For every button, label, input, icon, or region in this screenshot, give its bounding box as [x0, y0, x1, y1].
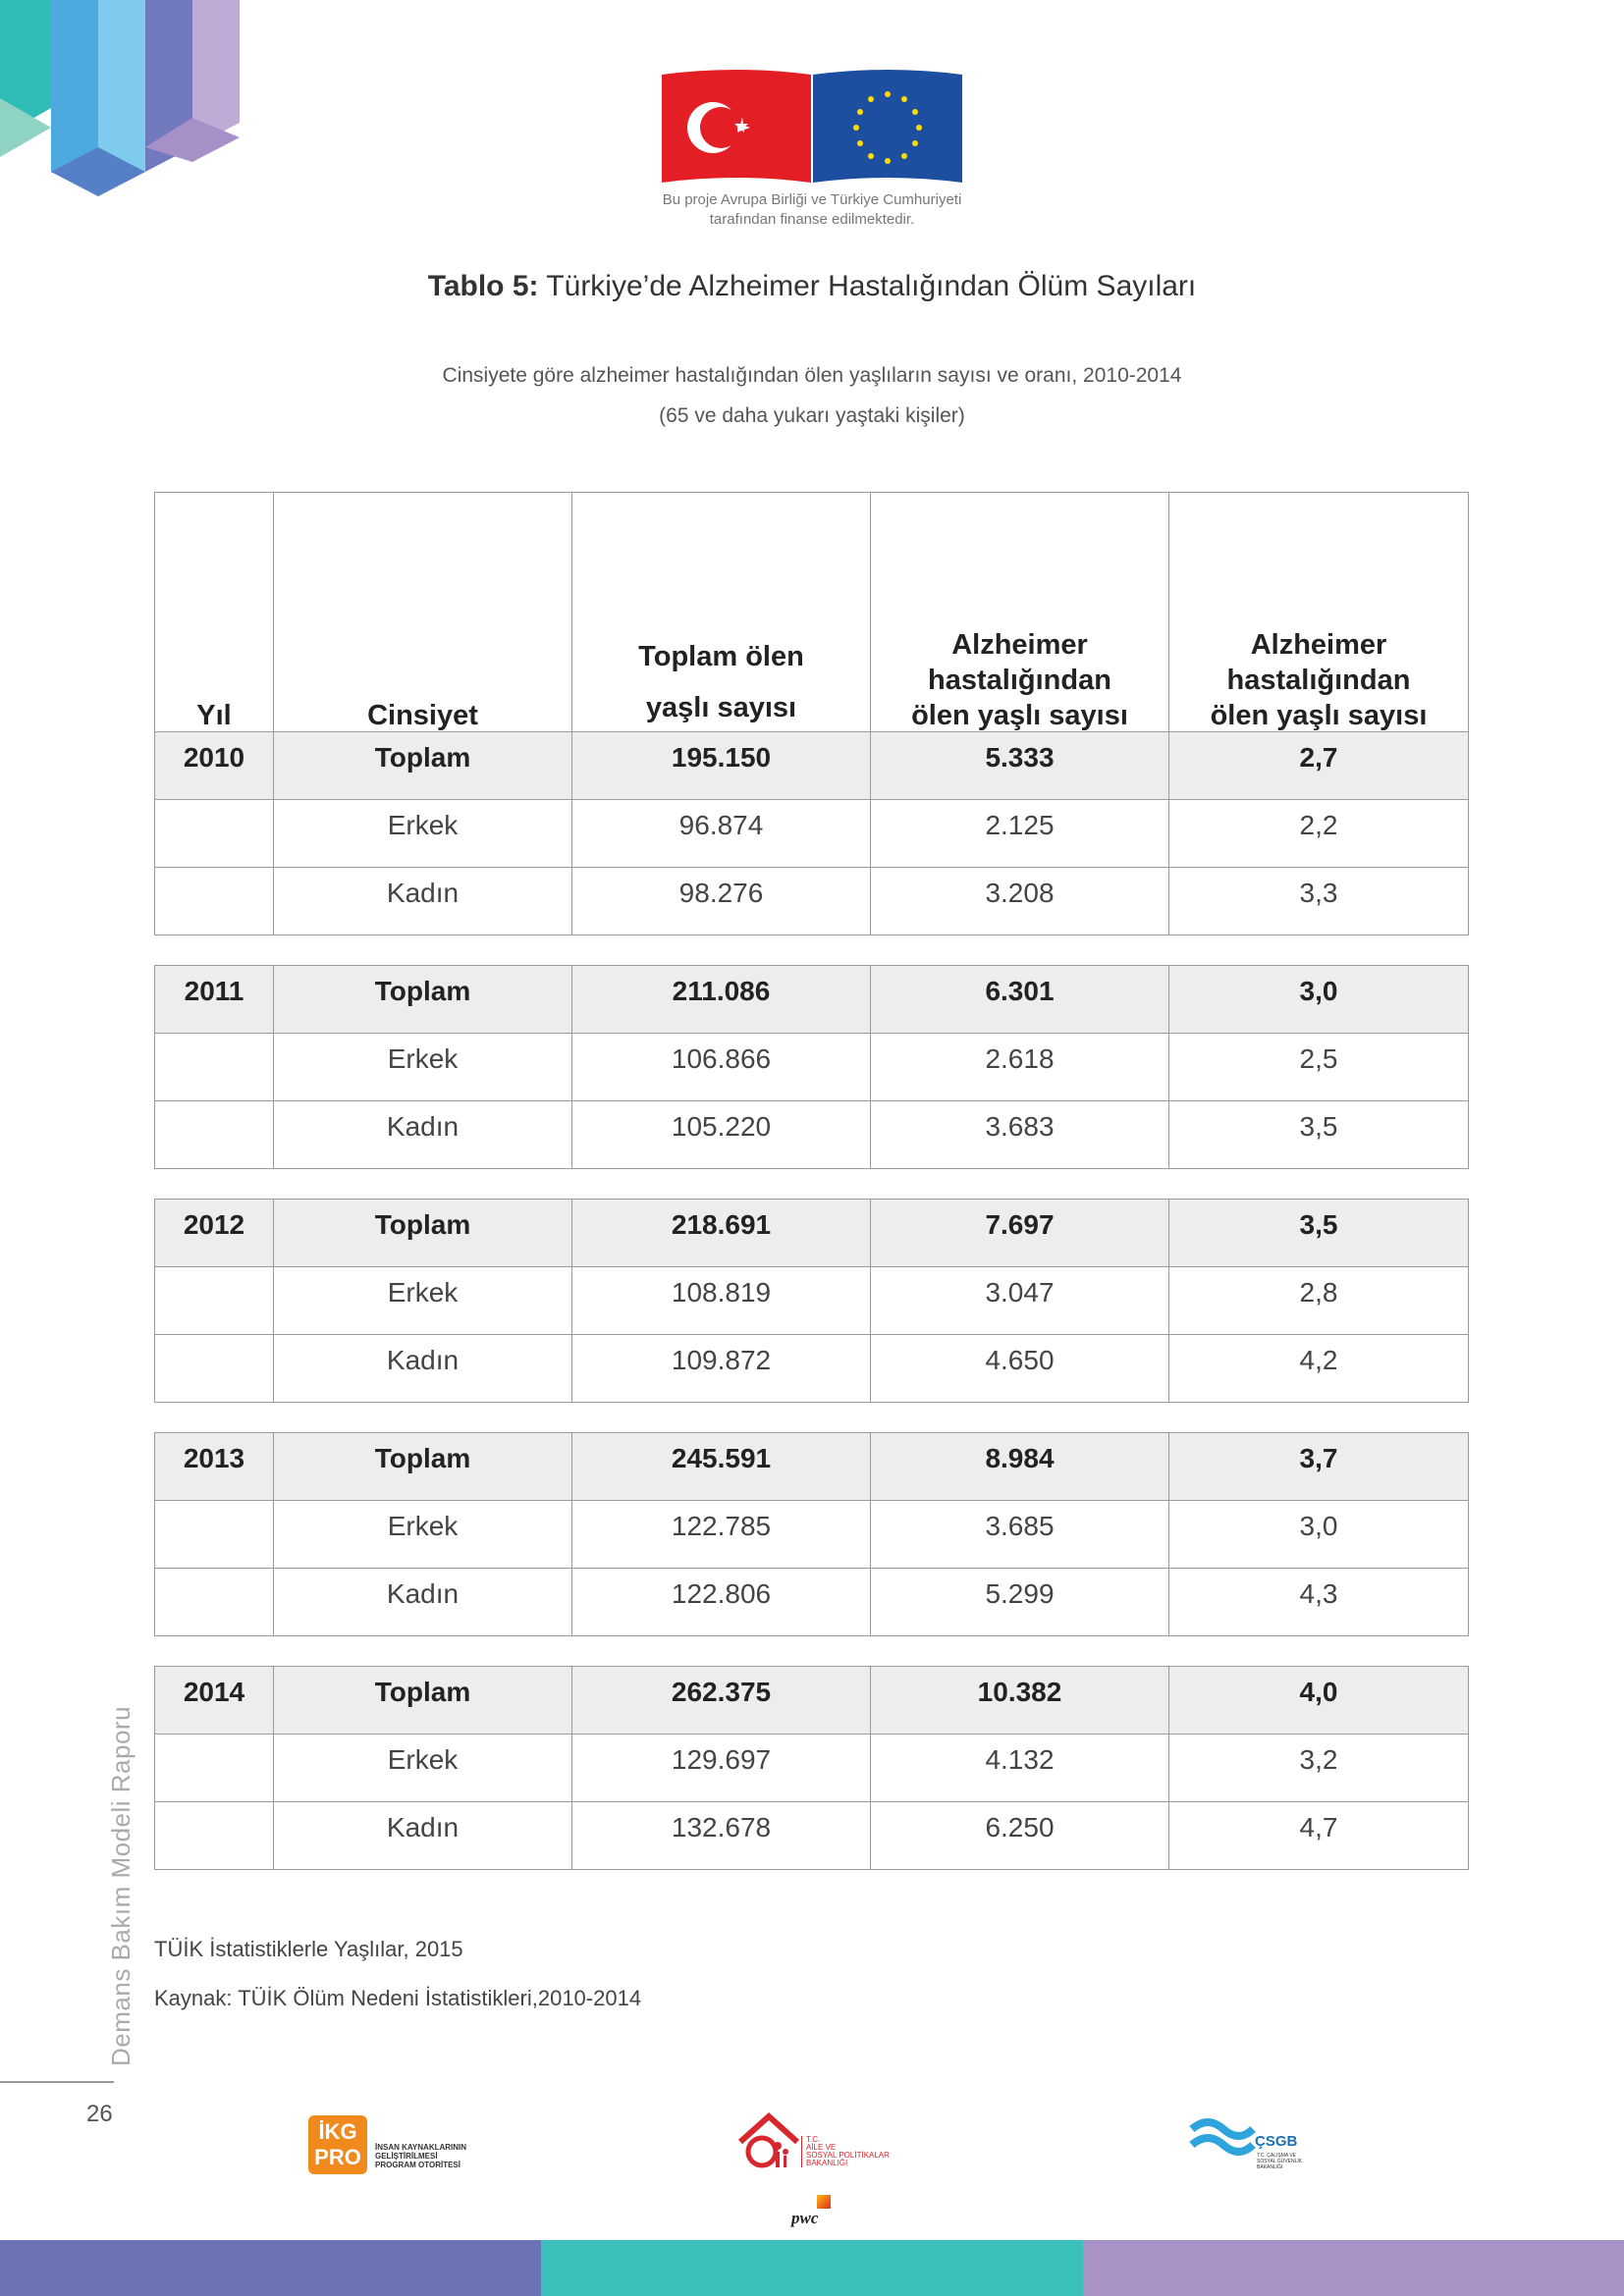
- cell-alz-rate: 3,2: [1169, 1735, 1469, 1802]
- cell-total-deaths: 245.591: [572, 1433, 871, 1501]
- bar-segment: [0, 2240, 541, 2296]
- cell-alz-deaths: 2.125: [871, 800, 1169, 868]
- ikg-mark-top: İKG: [318, 2119, 357, 2144]
- table-row-total: [155, 1433, 1469, 1501]
- table-row: [155, 1101, 1469, 1169]
- cell-gender: Erkek: [274, 1267, 572, 1335]
- cell-year: [155, 868, 274, 935]
- aile-line: AİLE VE: [806, 2143, 837, 2152]
- cell-alz-rate: 3,3: [1169, 868, 1469, 935]
- cell-alz-rate: 4,2: [1169, 1335, 1469, 1403]
- cell-alz-deaths: 2.618: [871, 1034, 1169, 1101]
- table-row: [155, 1735, 1469, 1802]
- bar-segment: [541, 2240, 1082, 2296]
- year-group-table: [154, 1199, 1469, 1403]
- cell-alz-rate: 3,0: [1169, 966, 1469, 1034]
- cell-year: [155, 1034, 274, 1101]
- ikg-line: PROGRAM OTORİTESİ: [375, 2161, 460, 2169]
- ikg-pro-mark: [308, 2115, 367, 2174]
- flags-caption: [628, 190, 996, 230]
- col-header-year: Yıl: [155, 493, 274, 799]
- cell-alz-deaths: 3.683: [871, 1101, 1169, 1169]
- cell-year: [155, 1569, 274, 1636]
- table-row: [155, 1569, 1469, 1636]
- aile-bakanligi-logo: [736, 2112, 890, 2178]
- cell-gender: Kadın: [274, 1335, 572, 1403]
- cell-year: 2010: [155, 732, 274, 800]
- year-group-table: [154, 731, 1469, 935]
- cell-alz-rate: 3,0: [1169, 1501, 1469, 1569]
- cell-year: [155, 1802, 274, 1870]
- cell-gender: Kadın: [274, 1101, 572, 1169]
- cell-alz-deaths: 7.697: [871, 1200, 1169, 1267]
- col-header-gender: Cinsiyet: [274, 493, 572, 799]
- col-header-alz-rate-text: Alzheimer hastalığından ölen yaşlı sayısı: [1210, 629, 1428, 731]
- footnote: TÜİK İstatistiklerle Yaşlılar, 2015: [154, 1937, 463, 1961]
- csgb-line: BAKANLIĞI: [1257, 2164, 1283, 2170]
- cell-alz-rate: 4,3: [1169, 1569, 1469, 1636]
- csgb-line: SOSYAL GÜVENLİK: [1257, 2159, 1303, 2164]
- cell-total-deaths: 108.819: [572, 1267, 871, 1335]
- cell-total-deaths: 211.086: [572, 966, 871, 1034]
- cell-alz-rate: 2,5: [1169, 1034, 1469, 1101]
- cell-total-deaths: 122.806: [572, 1569, 871, 1636]
- pwc-logo: [791, 2195, 835, 2230]
- cell-alz-deaths: 5.299: [871, 1569, 1169, 1636]
- table-row: [155, 1034, 1469, 1101]
- cell-gender: Kadın: [274, 868, 572, 935]
- table-title: [0, 270, 1624, 303]
- cell-total-deaths: 98.276: [572, 868, 871, 935]
- cell-gender: Toplam: [274, 966, 572, 1034]
- cell-year: [155, 1267, 274, 1335]
- table-row: [155, 800, 1469, 868]
- cell-gender: Toplam: [274, 1433, 572, 1501]
- side-divider: [0, 2081, 114, 2083]
- cell-total-deaths: 129.697: [572, 1735, 871, 1802]
- bottom-color-bar: [0, 2240, 1624, 2296]
- cell-total-deaths: 262.375: [572, 1667, 871, 1735]
- csgb-line: T.C. ÇALIŞMA VE: [1257, 2153, 1297, 2159]
- year-group-table: [154, 1432, 1469, 1636]
- table-title-label: Tablo 5:: [427, 270, 539, 302]
- year-group-table: [154, 965, 1469, 1169]
- cell-total-deaths: 195.150: [572, 732, 871, 800]
- ikg-pro-logo: [308, 2115, 467, 2174]
- table-row-total: [155, 1667, 1469, 1735]
- cell-gender: Erkek: [274, 1034, 572, 1101]
- cell-alz-deaths: 10.382: [871, 1667, 1169, 1735]
- cell-alz-rate: 4,0: [1169, 1667, 1469, 1735]
- cell-year: 2011: [155, 966, 274, 1034]
- cell-year: [155, 1735, 274, 1802]
- cell-year: 2012: [155, 1200, 274, 1267]
- year-group-table: [154, 1666, 1469, 1870]
- cell-alz-deaths: 3.208: [871, 868, 1169, 935]
- cell-gender: Kadın: [274, 1802, 572, 1870]
- cell-alz-deaths: 5.333: [871, 732, 1169, 800]
- aile-line: SOSYAL POLİTİKALAR: [806, 2151, 890, 2160]
- source-note: Kaynak: TÜİK Ölüm Nedeni İstatistikleri,2010-2014: [154, 1986, 642, 2010]
- table-subtitle: [0, 355, 1624, 436]
- cell-total-deaths: 122.785: [572, 1501, 871, 1569]
- subtitle-line: Cinsiyete göre alzheimer hastalığından ölen yaşlıların sayısı ve oranı, 2010-2014: [442, 364, 1182, 387]
- flags-caption-line: Bu proje Avrupa Birliği ve Türkiye Cumhuriyeti: [662, 191, 962, 208]
- csgb-wave-icon: [1188, 2115, 1257, 2159]
- col-header-alz-deaths-text: Alzheimer hastalığından ölen yaşlı sayısı: [911, 629, 1128, 731]
- table-row: [155, 1501, 1469, 1569]
- table-row-total: [155, 966, 1469, 1034]
- cell-total-deaths: 218.691: [572, 1200, 871, 1267]
- ikg-line: İNSAN KAYNAKLARININ: [375, 2143, 467, 2152]
- cell-total-deaths: 105.220: [572, 1101, 871, 1169]
- ikg-mark-bottom: PRO: [314, 2145, 361, 2169]
- cell-alz-deaths: 6.301: [871, 966, 1169, 1034]
- cell-alz-deaths: 4.132: [871, 1735, 1169, 1802]
- corner-decoration: [0, 0, 245, 236]
- table-row: [155, 1335, 1469, 1403]
- page-number: 26: [86, 2101, 113, 2127]
- cell-year: [155, 1501, 274, 1569]
- csgb-logo: [1188, 2115, 1303, 2170]
- table-row: [155, 1267, 1469, 1335]
- subtitle-line: (65 ve daha yukarı yaştaki kişiler): [659, 404, 965, 427]
- cell-year: [155, 800, 274, 868]
- cell-alz-rate: 3,5: [1169, 1200, 1469, 1267]
- cell-alz-deaths: 3.685: [871, 1501, 1169, 1569]
- aile-house-icon: [736, 2112, 801, 2173]
- tr-eu-flags-logo: [662, 69, 962, 187]
- pwc-mark: [817, 2195, 831, 2209]
- cell-alz-rate: 2,8: [1169, 1267, 1469, 1335]
- cell-total-deaths: 106.866: [572, 1034, 871, 1101]
- cell-alz-deaths: 4.650: [871, 1335, 1169, 1403]
- cell-gender: Toplam: [274, 1200, 572, 1267]
- cell-gender: Erkek: [274, 1501, 572, 1569]
- cell-total-deaths: 96.874: [572, 800, 871, 868]
- bar-segment: [1083, 2240, 1624, 2296]
- flags-caption-line: tarafından finanse edilmektedir.: [709, 211, 915, 228]
- cell-year: 2013: [155, 1433, 274, 1501]
- cell-alz-rate: 3,7: [1169, 1433, 1469, 1501]
- cell-gender: Toplam: [274, 732, 572, 800]
- table-title-text: Türkiye’de Alzheimer Hastalığından Ölüm Sayıları: [538, 270, 1197, 302]
- cell-alz-rate: 2,2: [1169, 800, 1469, 868]
- cell-alz-deaths: 3.047: [871, 1267, 1169, 1335]
- aile-line: BAKANLIĞI: [806, 2159, 848, 2167]
- cell-alz-rate: 2,7: [1169, 732, 1469, 800]
- cell-total-deaths: 109.872: [572, 1335, 871, 1403]
- report-side-title: Demans Bakım Modeli Raporu: [106, 1705, 135, 2066]
- table-row: [155, 1802, 1469, 1870]
- ikg-line: GELİŞTİRİLMESİ: [375, 2152, 438, 2161]
- cell-year: [155, 1101, 274, 1169]
- cell-gender: Toplam: [274, 1667, 572, 1735]
- table-row: [155, 868, 1469, 935]
- cell-alz-deaths: 6.250: [871, 1802, 1169, 1870]
- cell-alz-rate: 4,7: [1169, 1802, 1469, 1870]
- col-header-total-deaths-text: Toplam ölen yaşlı sayısı: [638, 641, 804, 723]
- cell-year: [155, 1335, 274, 1403]
- aile-line: T.C.: [806, 2135, 821, 2144]
- cell-total-deaths: 132.678: [572, 1802, 871, 1870]
- cell-gender: Erkek: [274, 800, 572, 868]
- cell-year: 2014: [155, 1667, 274, 1735]
- cell-alz-deaths: 8.984: [871, 1433, 1169, 1501]
- cell-gender: Erkek: [274, 1735, 572, 1802]
- table-row-total: [155, 1200, 1469, 1267]
- csgb-name: ÇSGB: [1255, 2133, 1298, 2150]
- pwc-wordmark: pwc: [791, 2209, 819, 2227]
- cell-alz-rate: 3,5: [1169, 1101, 1469, 1169]
- table-row-total: [155, 732, 1469, 800]
- cell-gender: Kadın: [274, 1569, 572, 1636]
